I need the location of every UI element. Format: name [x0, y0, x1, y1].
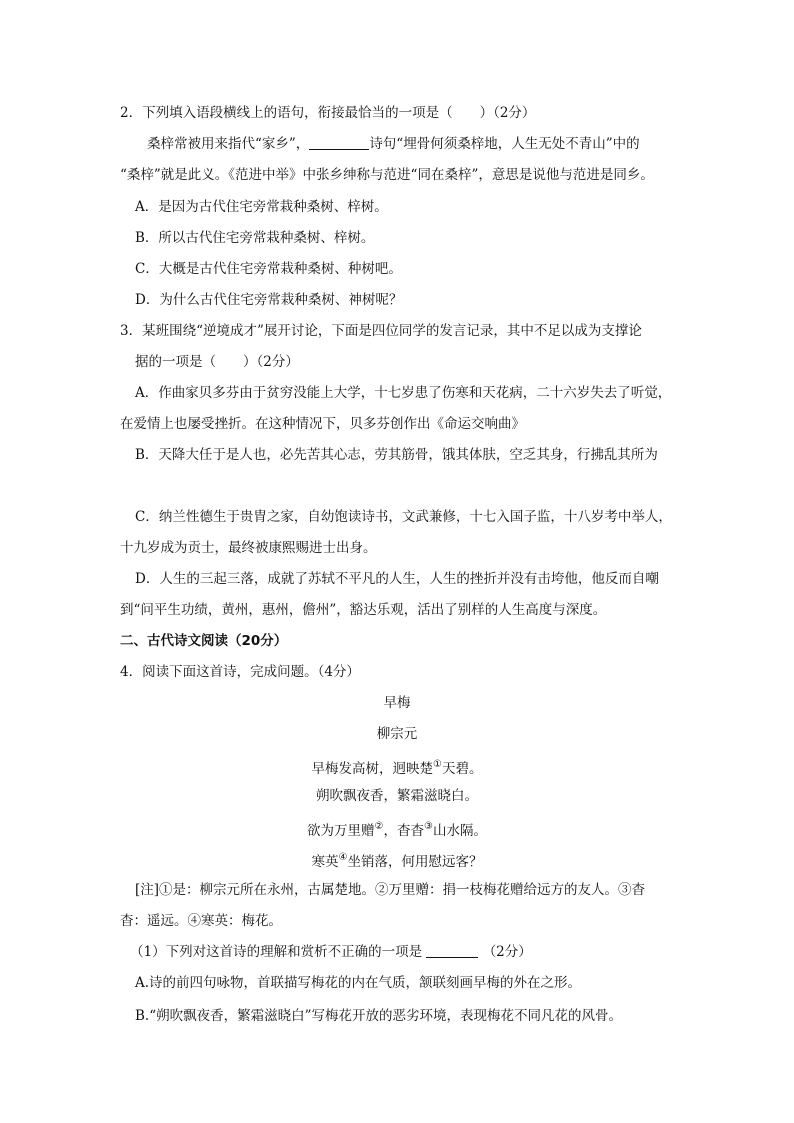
q2-passage-line2: “桑梓”就是此义。《范进中举》中张乡绅称与范进“同在桑梓”，意思是说他与范进是同乡。 — [120, 167, 654, 183]
q3-option-d-line1: D．人生的三起三落，成就了苏轼不平凡的人生，人生的挫折并没有击垮他，他反而自嘲 — [135, 571, 659, 587]
poem-line-3 — [0, 818, 794, 840]
q3-option-b-line1: B．天降大任于是人也，必先苦其心志，劳其筋骨，饿其体肤，空乏其身，行拂乱其所为 — [135, 447, 658, 463]
q2-passage-line1 — [147, 135, 640, 153]
q2-option-d: D．为什么古代住宅旁常栽种桑树、神树呢？ — [135, 292, 403, 308]
q3-option-d-line2: 到“问平生功绩，黄州，惠州，儋州”，豁达乐观，活出了别样的人生高度与深度。 — [120, 602, 607, 618]
footnote-mark-4: ④ — [338, 852, 348, 863]
footnote-mark-3: ③ — [424, 821, 433, 832]
q4-sub1-answer-blank — [426, 943, 478, 958]
q3-option-c-line2: 十九岁成为贡士，最终被康熙赐进士出身。 — [120, 540, 377, 556]
q2-option-b: B．所以古代住宅旁常栽种桑树、梓树。 — [135, 230, 375, 246]
q4-sub1-points: （2分） — [482, 944, 532, 960]
poem-title: 早梅 — [383, 695, 411, 711]
q3-option-a-line1: A．作曲家贝多芬由于贫穷没能上大学，十七岁患了伤寒和天花病，二十六岁失去了听觉， — [135, 385, 672, 401]
q4-sub1-option-b: B.“朔吹飘夜香，繁霜滋晓白”写梅花开放的恶劣环境，表现梅花不同凡花的风骨。 — [135, 1008, 623, 1024]
section-2-title: 二、古代诗文阅读（20分） — [120, 633, 288, 649]
poem-line-4-part1: 寒英 — [311, 854, 339, 870]
poem-line-4-part2: 坐销落，何用慰远客？ — [347, 854, 483, 870]
q2-option-c: C．大概是古代住宅旁常栽种桑树、种树吧。 — [135, 261, 402, 277]
q2-passage-after-blank: 诗句“埋骨何须桑梓地，人生无处不青山”中的 — [369, 136, 640, 152]
q2-stem: 2．下列填入语段横线上的语句，衔接最恰当的一项是（ ）（2分） — [120, 105, 536, 121]
q3-option-a-line2: 在爱情上也屡受挫折。在这种情况下，贝多芬创作出《命运交响曲》 — [120, 416, 525, 432]
q2-option-a: A．是因为古代住宅旁常栽种桑树、梓树。 — [135, 199, 388, 215]
q2-fill-blank — [309, 135, 369, 150]
poem-line-1-part2: 天碧。 — [441, 761, 483, 777]
poem-line-2: 朔吹飘夜香，繁霜滋晓白。 — [316, 788, 478, 804]
footnote-mark-1: ① — [433, 759, 442, 770]
poem-line-3-part1: 欲为万里赠 — [307, 823, 375, 839]
q4-stem: 4．阅读下面这首诗，完成问题。（4分） — [120, 664, 360, 680]
footnote-mark-2: ② — [374, 821, 384, 832]
q3-stem-line1: 3．某班围绕“逆境成才”展开讨论，下面是四位同学的发言记录，其中不足以成为支撑论 — [120, 323, 642, 339]
poem-line-3-part2: ，杳杳 — [383, 823, 424, 839]
poem-notes-line2: 杳：遥远。④寒英：梅花。 — [120, 913, 282, 929]
q2-passage-before-blank: 桑梓常被用来指代“家乡”， — [147, 136, 310, 152]
poem-line-4 — [0, 849, 794, 871]
q3-option-c-line1: C．纳兰性德生于贵胄之家，自幼饱读诗书，文武兼修，十七入国子监，十八岁考中举人， — [135, 509, 672, 525]
q3-stem-line2: 据的一项是（ ）（2分） — [135, 354, 299, 370]
poem-author: 柳宗元 — [376, 726, 418, 742]
poem-line-1-part1: 早梅发高树，迥映楚 — [311, 761, 434, 777]
q4-sub1-stem — [130, 943, 532, 961]
q4-sub1-option-a: A.诗的前四句咏物，首联描写梅花的内在气质，颔联刻画早梅的外在之形。 — [135, 975, 582, 991]
poem-line-3-part3: 山水隔。 — [432, 823, 487, 839]
poem-line-1 — [0, 756, 794, 778]
poem-notes-line1: [注]①是：柳宗元所在永州，古属楚地。②万里赠：捐一枝梅花赠给远方的友人。③杳 — [135, 882, 646, 898]
q4-sub1-before-blank: （1）下列对这首诗的理解和赏析不正确的一项是 — [130, 944, 423, 960]
